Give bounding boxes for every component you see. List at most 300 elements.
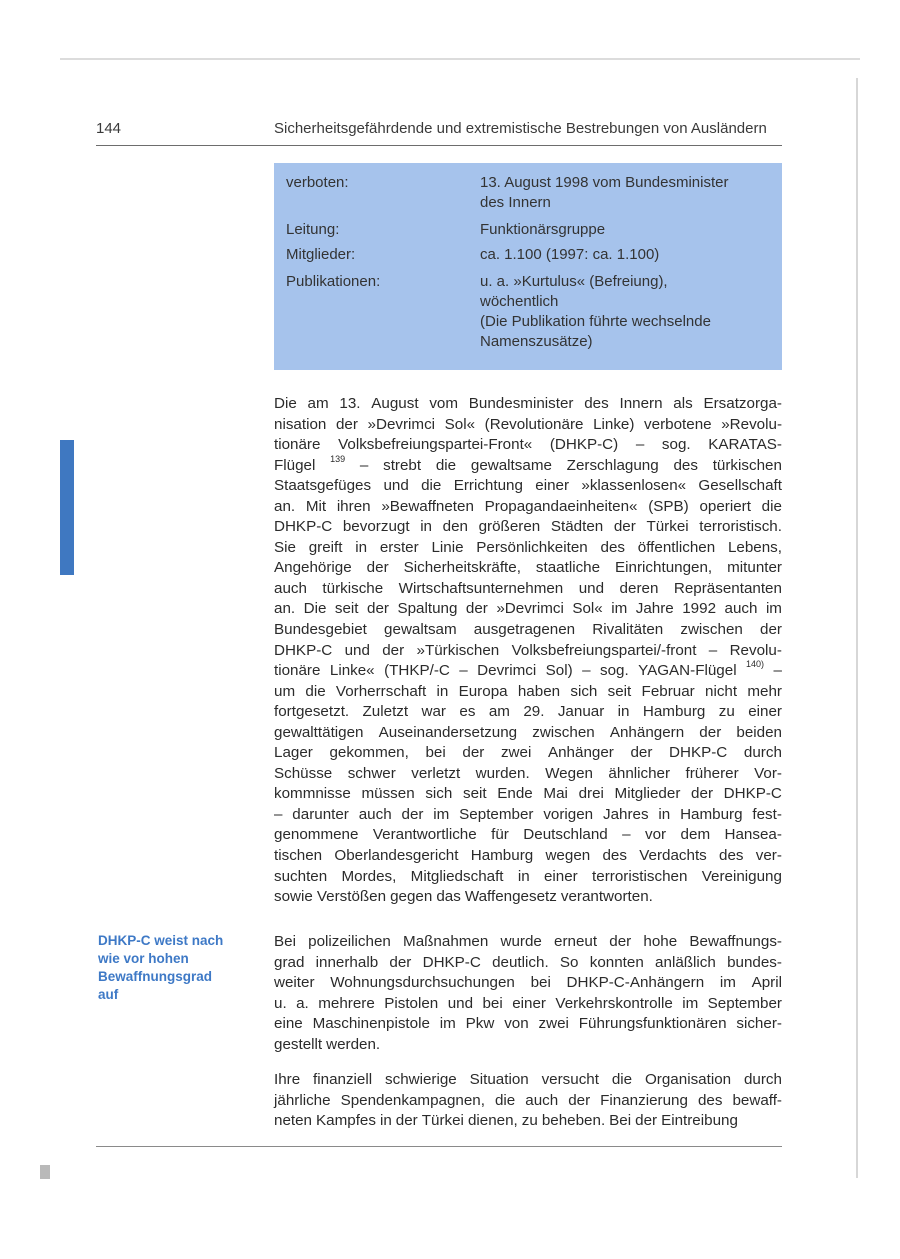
word: Vereinigung: [701, 867, 782, 885]
word: in: [355, 538, 368, 556]
word: »Revolu-: [721, 415, 782, 433]
word: Gesellschaft: [698, 477, 782, 495]
word: 140): [746, 659, 765, 670]
word: Die: [274, 395, 297, 412]
word: die: [761, 497, 782, 515]
word: im: [433, 805, 450, 823]
word: August: [371, 395, 419, 412]
word: öffentlichen: [637, 538, 716, 556]
word: Ihre: [274, 1071, 301, 1088]
word: Bewaffnungs-: [689, 933, 782, 950]
word: Mordes,: [341, 867, 397, 885]
word: des: [600, 538, 625, 556]
word: terroristischen: [592, 867, 688, 885]
text-line: [274, 805, 782, 826]
word: Waffengesetz: [464, 888, 557, 906]
word: –: [635, 436, 645, 454]
word: September: [707, 994, 782, 1012]
word: bei: [482, 994, 503, 1012]
word: Spendenkampagnen,: [340, 1091, 485, 1109]
word: der: [568, 1091, 591, 1109]
word: an.: [274, 497, 296, 515]
word: YAGAN-Flügel: [638, 662, 737, 680]
word: des: [584, 395, 609, 412]
text-line: [274, 558, 782, 579]
word: konnten: [589, 953, 644, 971]
word: schwer: [347, 764, 396, 782]
section-marker-bar: [60, 440, 74, 575]
word: Pistolen: [384, 994, 439, 1012]
word: Mit: [305, 497, 327, 515]
word: Einrichtungen,: [615, 559, 713, 577]
word: Volksbefreiungspartei-Front«: [338, 436, 533, 454]
word: Vor-: [754, 764, 782, 782]
word: auch: [274, 579, 307, 597]
word: haben: [517, 682, 561, 700]
text-line: [274, 661, 782, 682]
word: »Devrimci: [367, 415, 436, 433]
word: seit: [462, 785, 487, 803]
word: Repräsentanten: [673, 579, 782, 597]
word: DHKP-C: [274, 518, 333, 536]
word: wegen: [545, 847, 591, 865]
word: der: [366, 559, 389, 577]
word: Städten: [550, 518, 604, 536]
word: der: [382, 641, 405, 659]
footer-rule: [96, 1146, 782, 1147]
word: (THKP/-C: [384, 662, 450, 680]
word: türkischen: [712, 456, 782, 474]
word: Mitglieder: [614, 785, 681, 803]
text-line: [274, 599, 782, 620]
word: nicht: [705, 682, 738, 700]
text-line: [274, 743, 782, 764]
word: 139: [330, 453, 346, 464]
word: Bundesgebiet: [274, 621, 367, 639]
word: Februar: [641, 682, 695, 700]
text-line: [274, 702, 782, 723]
word: der: [613, 518, 636, 536]
info-value-line: u. a. »Kurtulus« (Befreiung),: [480, 273, 668, 290]
word: Finanzierung: [600, 1091, 688, 1109]
word: anläßlich: [655, 953, 716, 971]
word: als: [673, 395, 693, 412]
text-line: [274, 1091, 782, 1112]
text-line: [274, 1070, 782, 1091]
text-line: [274, 682, 782, 703]
word: gewalttätigen: [274, 723, 364, 741]
word: durch: [743, 744, 782, 762]
header-rule: [96, 145, 782, 146]
word: u.: [274, 994, 287, 1012]
word: das: [436, 888, 461, 906]
word: Hamburg: [642, 703, 706, 721]
word: genommene: [274, 826, 359, 844]
word: Hamburg: [680, 805, 743, 823]
word: der: [635, 1112, 658, 1130]
word: Führungsfunktionären: [578, 1015, 727, 1033]
text-line: [274, 453, 782, 477]
word: vor: [645, 826, 667, 844]
info-value: [480, 173, 780, 213]
word: Wirtschaftsunternehmen: [398, 579, 564, 597]
word: »Türkischen: [416, 641, 500, 659]
word: gegen: [390, 888, 433, 906]
word: einer: [543, 867, 578, 885]
word: beiden: [736, 723, 782, 741]
text-line: [274, 497, 782, 518]
text-line: [274, 784, 782, 805]
word: war: [421, 703, 446, 721]
word: an.: [274, 600, 296, 618]
scan-edge-right: [856, 78, 858, 1178]
word: der: [760, 621, 782, 639]
word: zwei: [538, 1015, 569, 1033]
word: der: [401, 805, 424, 823]
word: vom: [429, 395, 459, 412]
info-box: [274, 163, 782, 370]
word: kommnisse: [274, 785, 351, 803]
word: im: [439, 1015, 456, 1033]
word: Lager: [274, 744, 313, 762]
page-number: 144: [96, 120, 122, 137]
text-line: [274, 476, 782, 497]
word: in: [420, 518, 433, 536]
page-header: [96, 120, 782, 142]
word: 29.: [523, 703, 545, 721]
info-value-line: Namenszusätze): [480, 333, 593, 350]
word: DHKP-C: [274, 641, 333, 659]
word: größeren: [478, 518, 541, 536]
margin-note-line: auf: [98, 987, 119, 1002]
word: Auseinandersetzung: [378, 723, 518, 741]
word: Sicherheitskräfte,: [403, 559, 521, 577]
word: (DHKP-C): [549, 436, 619, 454]
word: staatliche: [535, 559, 601, 577]
word: auch: [358, 805, 392, 823]
word: und: [344, 641, 370, 659]
word: einer: [512, 994, 546, 1012]
word: Maschinenpistole: [312, 1015, 430, 1033]
word: der: [395, 1112, 418, 1130]
word: (SPB): [648, 497, 689, 515]
word: von: [504, 1015, 529, 1033]
word: DHKP-C: [669, 744, 728, 762]
word: und: [578, 579, 605, 597]
word: der: [462, 744, 485, 762]
word: auch: [724, 600, 758, 618]
info-value-line: ca. 1.100 (1997: ca. 1.100): [480, 246, 660, 263]
word: verbotene: [644, 415, 712, 433]
margin-note-line: Bewaffnungsgrad: [98, 969, 213, 984]
word: für: [491, 826, 509, 844]
word: in: [517, 867, 530, 885]
word: Linie: [431, 538, 464, 556]
word: Deutschland: [523, 826, 608, 844]
word: im: [765, 600, 782, 618]
word: vorigen: [543, 805, 594, 823]
running-title: Sicherheitsgefährdende und extremistische Bestrebungen von Ausländern: [274, 120, 767, 137]
word: der: [465, 600, 488, 618]
word: Flügel: [274, 456, 316, 474]
word: der: [699, 723, 722, 741]
word: Linke«: [329, 662, 375, 680]
word: drei: [578, 785, 604, 803]
word: Volksbefreiungspartei/-front: [511, 641, 697, 659]
word: und: [447, 994, 474, 1012]
text-line: [274, 867, 782, 888]
text-line: [274, 932, 782, 953]
info-value: [480, 245, 780, 265]
word: »Bewaffneten: [381, 497, 474, 515]
word: tionäre: [274, 436, 321, 454]
text-line: [274, 517, 782, 538]
word: suchten: [274, 867, 328, 885]
paragraph: [274, 394, 782, 908]
word: der: [609, 933, 632, 950]
word: Lebens,: [727, 538, 782, 556]
word: am: [307, 395, 329, 412]
word: beheben.: [541, 1112, 606, 1130]
word: Jahre: [635, 600, 674, 618]
word: bundes-: [727, 953, 782, 971]
word: Mitgliedschaft: [410, 867, 504, 885]
word: operiert: [699, 497, 751, 515]
word: es: [459, 703, 476, 721]
word: »Devrimci: [496, 600, 564, 618]
word: Wohnungsdurchsuchungen: [330, 974, 515, 992]
word: den: [442, 518, 468, 536]
word: müssen: [361, 785, 415, 803]
word: strebt: [383, 456, 422, 474]
scan-edge-left: [40, 1165, 50, 1179]
word: sich: [425, 785, 453, 803]
info-label: Leitung:: [286, 221, 340, 238]
word: Zerschlagung: [566, 456, 659, 474]
text-line: [274, 1035, 782, 1056]
word: türkische: [322, 579, 384, 597]
word: im: [682, 994, 699, 1012]
word: gewaltsame: [470, 456, 552, 474]
word: Vorherrschaft: [335, 682, 427, 700]
word: mehr: [747, 682, 782, 700]
word: fortgesetzt.: [274, 703, 350, 721]
margin-note-line: DHKP-C weist nach: [98, 933, 224, 948]
word: Verkehrskontrolle: [555, 994, 673, 1012]
word: nisation: [274, 415, 327, 433]
word: deren: [619, 579, 659, 597]
word: der: [691, 785, 713, 803]
word: Eintreibung: [661, 1112, 738, 1130]
word: Situation: [469, 1071, 529, 1088]
word: –: [708, 641, 718, 659]
text-line: [274, 579, 782, 600]
word: Türkei: [646, 518, 689, 536]
word: um: [274, 682, 296, 700]
text-line: [274, 846, 782, 867]
word: Rivalitäten: [592, 621, 664, 639]
word: Linke): [593, 415, 635, 433]
word: die: [611, 1071, 633, 1088]
word: Mai: [543, 785, 568, 803]
word: gewaltsam: [384, 621, 457, 639]
word: Verstößen: [316, 888, 387, 906]
word: verletzt: [411, 764, 461, 782]
margin-note-line: wie vor hohen: [98, 951, 189, 966]
text-line: [274, 641, 782, 662]
word: bei: [530, 974, 551, 992]
word: die: [421, 477, 442, 495]
word: eine: [274, 1015, 303, 1033]
word: Hamburg: [470, 847, 534, 865]
word: Schüsse: [274, 764, 333, 782]
word: erneut: [554, 933, 598, 950]
word: Jahres: [602, 805, 649, 823]
text-line: [274, 887, 782, 908]
word: bei: [425, 744, 446, 762]
word: bevorzugt: [342, 518, 410, 536]
word: Spaltung: [397, 600, 458, 618]
word: KARATAS-: [708, 436, 782, 454]
word: a.: [296, 994, 309, 1012]
word: Hansea-: [724, 826, 782, 844]
word: Türkei: [421, 1112, 464, 1130]
text-line: [274, 953, 782, 974]
word: Januar: [557, 703, 605, 721]
word: versucht: [541, 1071, 599, 1088]
word: Innern: [619, 395, 663, 412]
text-line: [274, 825, 782, 846]
info-value: [480, 272, 780, 352]
word: erster: [379, 538, 419, 556]
word: Anhänger: [547, 744, 614, 762]
word: mehrere: [318, 994, 375, 1012]
word: –: [359, 456, 369, 474]
word: –: [274, 805, 283, 823]
word: Angehörige: [274, 559, 352, 577]
word: seit: [334, 600, 359, 618]
word: des: [719, 847, 744, 865]
text-line: [274, 620, 782, 641]
word: dem: [680, 826, 711, 844]
word: 1992: [682, 600, 717, 618]
word: des: [673, 456, 698, 474]
word: früherer: [685, 764, 739, 782]
word: Sol): [545, 662, 573, 680]
word: –: [459, 662, 468, 680]
info-label: Mitglieder:: [286, 246, 356, 263]
word: der: [335, 415, 358, 433]
word: ähnlicher: [608, 764, 671, 782]
word: Sol«: [572, 600, 603, 618]
word: –: [773, 662, 782, 680]
word: jährliche: [274, 1091, 331, 1109]
word: und: [383, 477, 409, 495]
text-line: [274, 1014, 782, 1035]
word: der: [389, 953, 412, 971]
text-line: [274, 538, 782, 559]
word: Maßnahmen: [403, 933, 489, 950]
word: tionäre: [274, 662, 321, 680]
paragraph: [274, 932, 782, 1055]
margin-note: [98, 932, 258, 1004]
word: tischen: [274, 847, 323, 865]
text-line: [274, 1111, 782, 1132]
word: weiter: [274, 974, 315, 992]
word: Staatsgefüges: [274, 477, 372, 495]
word: Organisation: [644, 1071, 732, 1088]
text-line: [274, 723, 782, 744]
word: wurde: [500, 933, 542, 950]
text-line: [274, 994, 782, 1015]
text-line: [274, 764, 782, 785]
word: in: [617, 703, 630, 721]
word: des: [697, 1091, 723, 1109]
word: 13.: [339, 395, 361, 412]
word: zu: [521, 1112, 538, 1130]
text-line: [274, 973, 782, 994]
word: grad: [274, 953, 305, 971]
word: sicher-: [736, 1015, 782, 1033]
word: neten: [274, 1112, 313, 1130]
word: Bei: [274, 933, 296, 950]
word: »klassenlosen«: [581, 477, 687, 495]
word: Persönlichkeiten: [476, 538, 588, 556]
word: der: [367, 600, 389, 618]
info-value-line: Funktionärsgruppe: [480, 221, 606, 238]
word: Pkw: [465, 1015, 495, 1033]
word: werden.: [326, 1035, 381, 1053]
word: innerhalb: [315, 953, 379, 971]
word: finanziell: [313, 1071, 373, 1088]
word: Oberlandesgericht: [334, 847, 459, 865]
paragraph: [274, 1070, 782, 1132]
word: der: [630, 744, 653, 762]
scan-edge-top: [60, 58, 860, 60]
word: bewaff-: [732, 1091, 782, 1109]
word: terroristisch.: [699, 518, 782, 536]
word: gekommen,: [329, 744, 409, 762]
word: zwischen: [532, 723, 595, 741]
word: ver-: [755, 847, 782, 865]
word: sowie: [274, 888, 313, 906]
word: greift: [308, 538, 343, 556]
info-value-line: des Innern: [480, 194, 551, 211]
word: Europa: [458, 682, 508, 700]
word: darunter: [292, 805, 349, 823]
word: wurden.: [475, 764, 530, 782]
word: einer: [748, 703, 782, 721]
word: dienen,: [467, 1112, 518, 1130]
text-line: [274, 415, 782, 436]
info-label: Publikationen:: [286, 273, 381, 290]
word: Ende: [497, 785, 533, 803]
word: in: [436, 682, 449, 700]
word: Errichtung: [453, 477, 523, 495]
word: gestellt: [274, 1035, 323, 1053]
word: Bei: [609, 1112, 632, 1130]
word: Sol«: [444, 415, 476, 433]
word: zwei: [500, 744, 532, 762]
word: Wegen: [545, 764, 593, 782]
word: in: [379, 1112, 392, 1130]
word: Zuletzt: [362, 703, 409, 721]
word: (Revolutionäre: [484, 415, 584, 433]
word: seit: [607, 682, 632, 700]
word: die: [305, 682, 326, 700]
word: schwierige: [385, 1071, 457, 1088]
word: des: [602, 847, 627, 865]
